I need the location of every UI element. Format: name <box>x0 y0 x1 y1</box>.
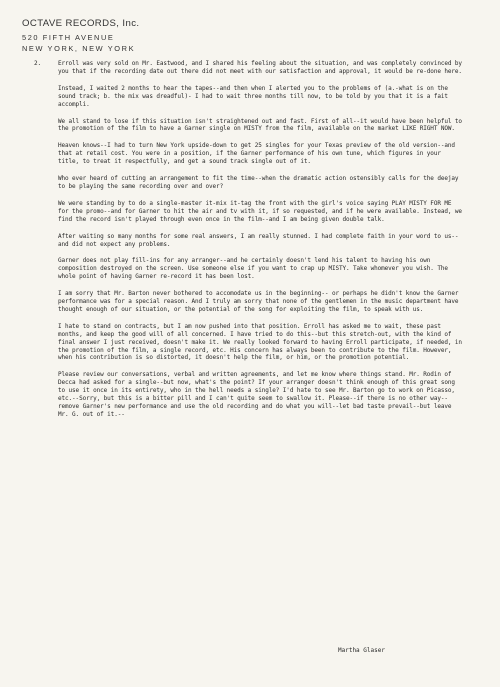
paragraph-1 <box>34 60 466 76</box>
paragraph-8: Garner does not play fill-ins for any arranger--and he certainly doesn't lend his talent to having his own composition destroyed on the screen. Use someone else if you want to crap up MISTY. Take whomever you wish. The whole point of having Garner re-record it has been lost. <box>58 257 452 281</box>
paragraph-1-text: Erroll was very sold on Mr. Eastwood, and I shared his feeling about the situation, and was completely convinced by you that if the recording date out there did not meet with our satisfaction and approval, it would be re-done here. <box>58 60 466 75</box>
letter-body <box>34 60 466 428</box>
paragraph-5: Who ever heard of cutting an arrangement to fit the time--when the dramatic action ostensibly calls for the deejay to be playing the same recording over and over? <box>58 175 462 190</box>
paragraph-9: I am sorry that Mr. Barton never bothered to accomodate us in the beginning-- or perhaps he didn't know the Garner performance was for a special reason. And I truly am sorry that none of the gentlemen in the music department have thought enough of our situation, or the potential of the song for exploiting the film, to speak with us. <box>58 290 462 313</box>
company-name: OCTAVE RECORDS, Inc. <box>22 18 140 29</box>
paragraph-2: Instead, I waited 2 months to hear the tapes--and then when I alerted you to the problems of (a.-what is on the sound track; b. the mix was dreadful)- I had to wait three months till now, to be told by you that it is a fait accompli. <box>58 84 452 108</box>
section-number: 2. <box>34 60 42 67</box>
signature: Martha Glaser <box>338 647 385 654</box>
paragraph-7: After waiting so many months for some real answers, I am really stunned. I had complete faith in your word to us--and did not expect any problems. <box>58 232 459 248</box>
paragraph-3: We all stand to lose if this situation isn't straightened out and fast. First of all--it would have been helpful to the promotion of the film to have a Garner single on MISTY from the film, available on the market LIKE RIGHT NOW. <box>58 117 466 133</box>
address-line-2: NEW YORK, NEW YORK <box>22 44 136 53</box>
paragraph-4: Heaven knows--I had to turn New York upside-down to get 25 singles for your Texas preview of the old version--and that at retail cost. You were in a position, if the Garner performance of his own tune, which figures in your title, to treat it respectfully, and get a sound track single out of it. <box>58 142 459 166</box>
address-line-1: 520 FIFTH AVENUE <box>22 33 115 42</box>
paragraph-10: I hate to stand on contracts, but I am now pushed into that position. Erroll has asked me to wait, these past months, and keep the good will of all concerned. I have tried to do this--but this stretch-out, with the kind of final answer I just received, doesn't make it. We really looked forward to having Erroll participate, if needed, in the promotion of the film, a single record, etc. His concern has always been to contribute to the film. However, when his contribution is so distorted, it doesn't help the film, or him, or the promotion potential. <box>58 322 466 362</box>
paragraph-6: We were standing by to do a single-master it-mix it-tag the front with the girl's voice saying PLAY MISTY FOR ME for the promo--and for Garner to hit the air and tv with it, if so requested, and if he were available. Instead, we find the record isn't played through even once in the film--and I am being given double talk. <box>58 199 466 223</box>
paragraph-11: Please review our conversations, verbal and written agreements, and let me know where things stand. Mr. Rodin of Decca had asked for a single--but now, what's the point? If your arranger doesn't think enough of this great song to use it once in its entirety, who in the hell needs a single? I'd hate to see Mr. Barton go to work on Picasso, etc.--Sorry, but this is a bitter pill and I can't quite seem to swallow it. Please--if there is no other way--remove Garner's new performance and use the old recording and do what you will--let bad taste prevail--but leave Mr. G. out of it.-- <box>58 371 459 418</box>
letterhead <box>22 18 139 54</box>
